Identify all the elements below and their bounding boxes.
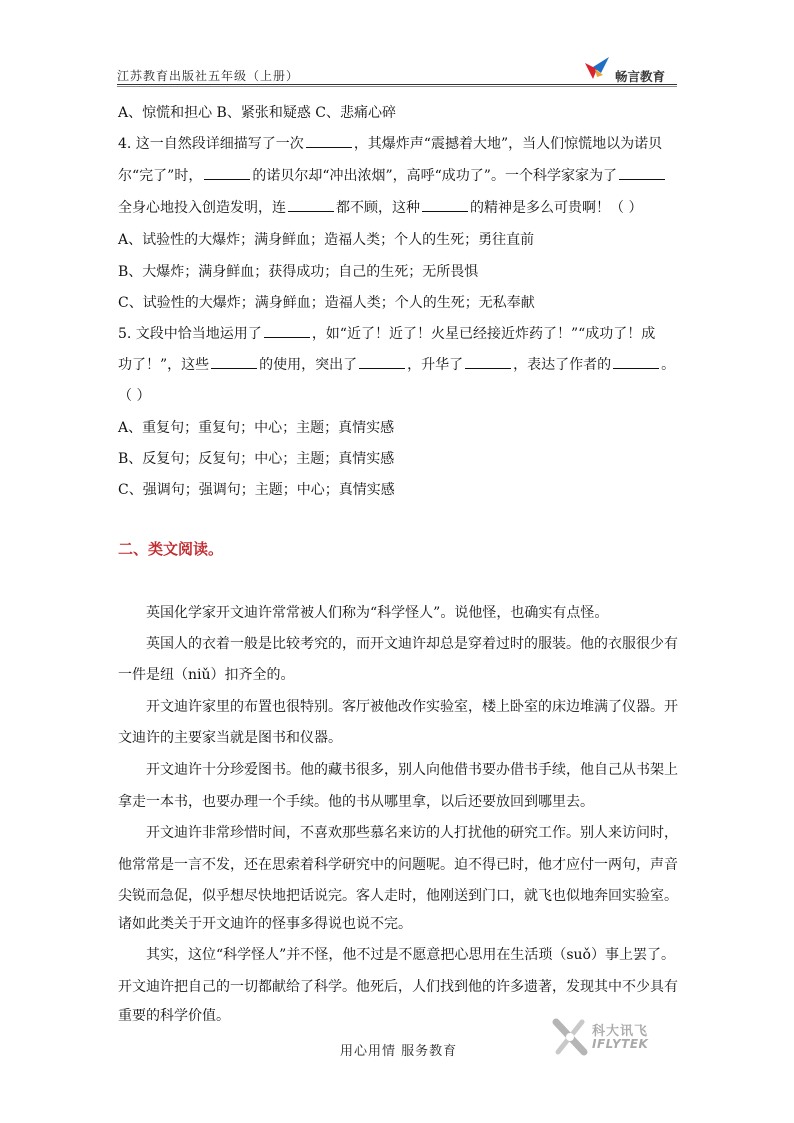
q4-option-a[interactable]: A、试验性的大爆炸；满身鲜血；造福人类；个人的生死；勇往直前 — [118, 232, 535, 248]
q4-text: 都不顾，这种 — [336, 200, 420, 216]
q5-option-c[interactable]: C、强调句；强调句；主题；中心；真情实感 — [118, 482, 395, 498]
answer-blank[interactable] — [422, 199, 468, 212]
q4-line-1 — [118, 134, 662, 154]
q5-option-a[interactable]: A、重复句；重复句；中心；主题；真情实感 — [118, 420, 395, 436]
answer-blank[interactable] — [204, 167, 250, 180]
section-title: 二、类文阅读。 — [118, 540, 224, 558]
q5-text: 5. 文段中恰当地运用了 — [118, 326, 262, 342]
passage-line: 其实，这位“科学怪人”并不怪，他不过是不愿意把心思用在生活琐（suǒ）事上罢了。 — [146, 947, 675, 963]
iflytek-logo — [552, 1018, 692, 1058]
passage-line: 开文迪许十分珍爱图书。他的藏书很多，别人向他借书要办借书手续，他自己从书架上 — [146, 762, 678, 778]
passage-line: 文迪许的主要家当就是图书和仪器。 — [118, 730, 342, 746]
answer-blank[interactable] — [288, 199, 334, 212]
q4-option-c[interactable]: C、试验性的大爆炸；满身鲜血；造福人类；个人的生死；无私奉献 — [118, 295, 535, 311]
q5-option-b[interactable]: B、反复句；反复句；中心；主题；真情实感 — [118, 451, 395, 467]
q5-text: 。 — [661, 357, 676, 373]
answer-blank[interactable] — [264, 325, 310, 338]
q4-text: 全身心地投入创造发明，连 — [118, 200, 286, 216]
passage-line: 开文迪许家里的布置也很特别。客厅被他改作实验室，楼上卧室的床边堆满了仪器。开 — [146, 699, 678, 715]
answer-blank[interactable] — [306, 135, 352, 148]
q5-text: ，如“近了！近了！火星已经接近炸药了！”“成功了！成 — [311, 326, 656, 342]
q5-text: 的使用，突出了 — [259, 357, 358, 373]
passage-line: 英国人的衣着一般是比较考究的，而开文迪许却总是穿着过时的服装。他的衣服很少有 — [146, 636, 678, 652]
q4-text: 4. 这一自然段详细描写了一次 — [118, 136, 304, 152]
passage-line: 开文迪许把自己的一切都献给了科学。他死后，人们找到他的许多遗著，发现其中不少具有 — [118, 979, 678, 995]
answer-blank[interactable] — [613, 356, 659, 369]
q4-text: ，其爆炸声“震撼着大地”，当人们惊慌地以为诺贝 — [353, 136, 663, 152]
q5-line-1 — [118, 324, 655, 344]
passage-line: 开文迪许非常珍惜时间，不喜欢那些慕名来访的人打扰他的研究工作。别人来访问时， — [146, 825, 678, 841]
answer-blank[interactable] — [465, 356, 511, 369]
logo-text-cn: 科大讯飞 — [592, 1024, 649, 1039]
q4-line-3 — [118, 198, 642, 218]
q5-line-3: （ ） — [118, 388, 151, 404]
passage-line: 重要的科学价值。 — [118, 1008, 230, 1024]
header-divider-thin — [117, 86, 677, 87]
answer-blank[interactable] — [211, 356, 257, 369]
page-header — [117, 55, 677, 83]
answer-blank[interactable] — [359, 356, 405, 369]
passage-line: 英国化学家开文迪许常常被人们称为“科学怪人”。说他怪，也确实有点怪。 — [146, 605, 609, 621]
header-publisher: 江苏教育出版社五年级（上册） — [117, 69, 300, 83]
q4-text: 的诺贝尔却“冲出浓烟”，高呼“成功了”。一个科学家家为了 — [252, 168, 617, 184]
iflytek-mark-icon — [552, 1018, 588, 1056]
passage-line: 他常常是一言不发，还在思索着科学研究中的问题呢。迫不得已时，他才应付一两句，声音 — [118, 857, 678, 873]
header-brand: 畅言教育 — [615, 69, 666, 84]
bird-logo-icon — [583, 55, 611, 81]
q5-text: ，升华了 — [407, 357, 464, 373]
q5-text: ，表达了作者的 — [513, 357, 612, 373]
header-divider — [117, 84, 677, 85]
q4-text: 尔“完了”时， — [118, 168, 203, 184]
footer-slogan: 用心用情 服务教育 — [340, 1044, 458, 1059]
q4-text: 的精神是多么可贵啊！（ ） — [470, 200, 643, 216]
q4-option-b[interactable]: B、大爆炸；满身鲜血；获得成功；自己的生死；无所畏惧 — [118, 264, 479, 280]
passage-line: 一件是纽（niǔ）扣齐全的。 — [118, 667, 295, 683]
q5-text: 功了！”，这些 — [118, 357, 210, 373]
passage-line: 尖锐而急促，似乎想尽快地把话说完。客人走时，他刚送到门口，就飞也似地奔回实验室。 — [118, 888, 678, 904]
q3-options: A、惊慌和担心 B、紧张和疑惑 C、悲痛心碎 — [118, 105, 397, 121]
passage-line: 拿走一本书，也要办理一个手续。他的书从哪里拿，以后还要放回到哪里去。 — [118, 794, 594, 810]
q4-line-2 — [118, 166, 667, 186]
q5-line-2 — [118, 355, 675, 375]
logo-text-en: IFLYTEK — [592, 1037, 649, 1051]
answer-blank[interactable] — [619, 167, 665, 180]
passage-line: 诸如此类关于开文迪许的怪事多得说也说不完。 — [118, 916, 412, 932]
